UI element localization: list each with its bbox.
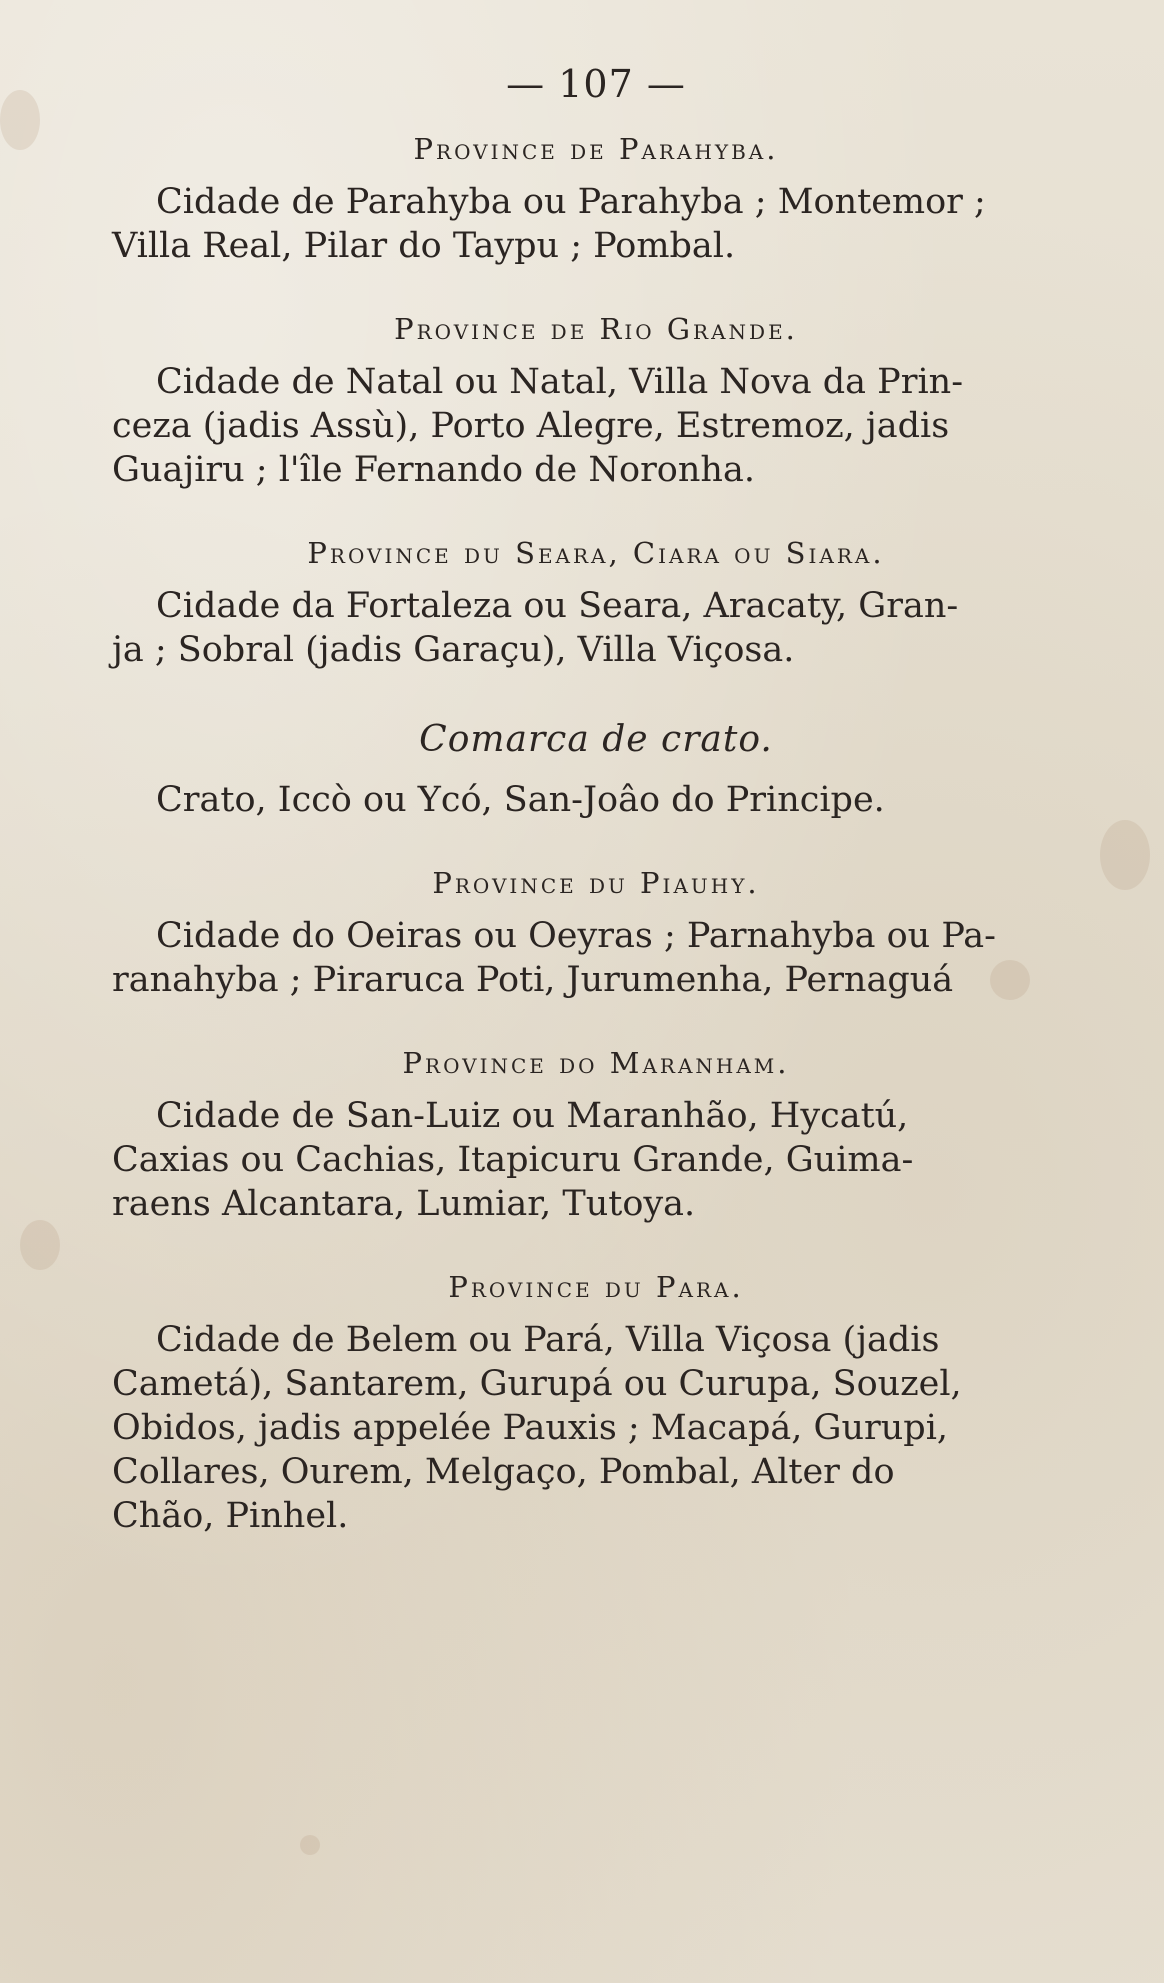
text-line: Caxias ou Cachias, Itapicuru Grande, Guima- [112, 1140, 914, 1180]
section-paragraph [112, 778, 1080, 822]
text-line: ja ; Sobral (jadis Garaçu), Villa Viçosa. [112, 630, 795, 670]
page-text [112, 60, 1080, 1568]
paper-stain [0, 90, 40, 150]
page-number: — 107 — [506, 62, 686, 106]
text-line: Chão, Pinhel. [112, 1496, 349, 1536]
section-heading: Province de Parahyba. [413, 132, 779, 166]
text-line: Collares, Ourem, Melgaço, Pombal, Alter do [112, 1452, 895, 1492]
subsection-heading: Comarca de crato. [419, 719, 773, 760]
section-paragraph [112, 914, 1080, 1002]
section-heading: Province du Seara, Ciara ou Siara. [307, 536, 885, 570]
text-line: Guajiru ; l'île Fernando de Noronha. [112, 450, 755, 490]
text-line: Cidade de Parahyba ou Parahyba ; Montemor ; [156, 182, 986, 222]
text-line: Cidade do Oeiras ou Oeyras ; Parnahyba ou Pa- [156, 916, 996, 956]
section-heading: Province du Piauhy. [432, 866, 760, 900]
section-paragraph [112, 1094, 1080, 1226]
text-line: Obidos, jadis appelée Pauxis ; Macapá, Gurupi, [112, 1408, 949, 1448]
text-line: Cidade de Natal ou Natal, Villa Nova da Prin- [156, 362, 964, 402]
paper-stain [300, 1835, 320, 1855]
section-paragraph [112, 584, 1080, 672]
text-line: Crato, Iccò ou Ycó, San-Joâo do Principe. [156, 780, 885, 820]
text-line: ranahyba ; Piraruca Poti, Jurumenha, Pernaguá [112, 960, 954, 1000]
paper-stain [1100, 820, 1150, 890]
section-heading: Province de Rio Grande. [394, 312, 798, 346]
paper-stain [20, 1220, 60, 1270]
text-line: Villa Real, Pilar do Taypu ; Pombal. [112, 226, 736, 266]
text-line: Cametá), Santarem, Gurupá ou Curupa, Souzel, [112, 1364, 962, 1404]
section-paragraph [112, 360, 1080, 492]
text-line: Cidade da Fortaleza ou Seara, Aracaty, Gran- [156, 586, 959, 626]
section-heading: Province do Maranham. [402, 1046, 790, 1080]
text-line: ceza (jadis Assù), Porto Alegre, Estremoz, jadis [112, 406, 950, 446]
text-line: Cidade de Belem ou Pará, Villa Viçosa (jadis [156, 1320, 940, 1360]
section-paragraph [112, 180, 1080, 268]
text-line: Cidade de San-Luiz ou Maranhão, Hycatú, [156, 1096, 909, 1136]
section-heading: Province du Para. [448, 1270, 744, 1304]
text-line: raens Alcantara, Lumiar, Tutoya. [112, 1184, 696, 1224]
section-paragraph [112, 1318, 1080, 1538]
